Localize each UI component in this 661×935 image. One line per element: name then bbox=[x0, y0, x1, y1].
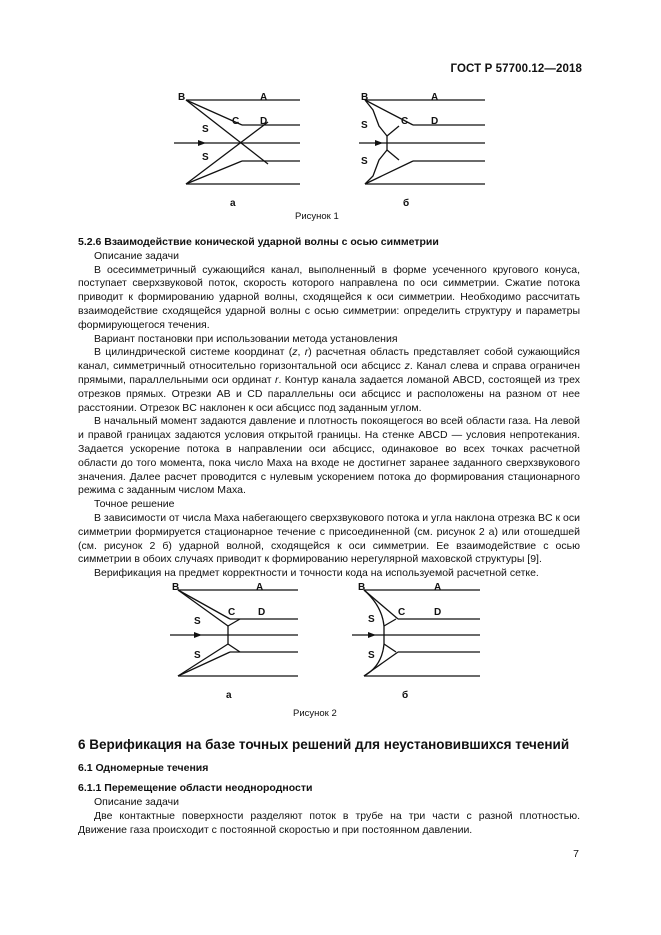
figure2-panel-a bbox=[158, 578, 308, 703]
task-label: Описание задачи bbox=[94, 249, 179, 262]
label-B: B bbox=[172, 582, 180, 593]
panel-label: а bbox=[230, 198, 236, 209]
paragraph: Две контактные поверхности разделяют поток в трубе на три части с разной плотностью. Движение газа происходит с постоянной скоростью и при постоянном давлении. bbox=[78, 809, 580, 836]
label-A: A bbox=[260, 92, 268, 103]
label-S-top: S bbox=[202, 124, 209, 135]
label-S-bottom: S bbox=[368, 650, 375, 661]
figure1-panel-b bbox=[345, 88, 495, 213]
paragraph: В зависимости от числа Маха набегающего сверхзвукового потока и угла наклона отрезка BC к оси симметрии формируется стационарное течение с присоединенной (см. рисунок 2 а) или отошедшей (см. рисунок 2 б) ударной волной, сходящейся к оси симметрии. Ее взаимодействие с осью симметрии в обоих случаях приводит к формированию нерегулярной маховской структуры [9]. bbox=[78, 511, 580, 566]
panel-label: а bbox=[226, 690, 232, 701]
label-C: C bbox=[401, 116, 409, 127]
section-6-1-heading: 6.1 Одномерные течения bbox=[78, 762, 209, 774]
label-D: D bbox=[258, 607, 266, 618]
label-S-bottom: S bbox=[202, 152, 209, 163]
section-5-2-6 bbox=[78, 236, 580, 581]
label-S-top: S bbox=[368, 614, 375, 625]
document-header: ГОСТ Р 57700.12—2018 bbox=[450, 63, 582, 75]
label-S-bottom: S bbox=[194, 650, 201, 661]
label-A: A bbox=[256, 582, 264, 593]
label-B: B bbox=[178, 92, 186, 103]
label-B: B bbox=[358, 582, 366, 593]
label-C: C bbox=[232, 116, 240, 127]
label-S-bottom: S bbox=[361, 156, 368, 167]
panel-label: б bbox=[402, 690, 409, 701]
page-number: 7 bbox=[573, 848, 579, 860]
paragraph: В осесимметричный сужающийся канал, выполненный в форме усеченного кругового конуса, поступает сверхзвуковой поток, скорость которого направлена по оси симметрии. Сжатие потока приводит к формированию ударной волны, сходящейся к оси симметрии. Необходимо рассчитать взаимодействие сходящейся ударной волны с осью симметрии: определить структуру и параметры формирующегося течения. bbox=[78, 263, 580, 331]
section-6-1-1-body bbox=[78, 796, 580, 837]
label-A: A bbox=[431, 92, 439, 103]
section-6-1-1-heading: 6.1.1 Перемещение области неоднородности bbox=[78, 782, 313, 794]
label-C: C bbox=[228, 607, 236, 618]
paragraph: Верификация на предмет корректности и точности кода на используемой расчетной сетке. bbox=[94, 567, 539, 580]
paragraph: В начальный момент задаются давление и плотность покоящегося во всей области газа. На левой и правой границах задаются условия открытой границы. На стенке ABCD — условия непротекания. Задается ускорение потока в направлении оси абсцисс, одинаковое во всех точках расчетной области до того момента, пока число Маха на входе не достигнет заранее заданного сверхзвукового значения. Далее расчет проводится с нулевым ускорением потока до формирования стационарного режима с заданным числом Маха. bbox=[78, 415, 580, 497]
label-A: A bbox=[434, 582, 442, 593]
label-B: B bbox=[361, 92, 369, 103]
section-heading: 5.2.6 Взаимодействие конической ударной волны с осью симметрии bbox=[78, 236, 439, 248]
figure2-panel-b bbox=[340, 578, 490, 703]
figure1-panel-a bbox=[160, 88, 310, 213]
panel-label: б bbox=[403, 198, 410, 209]
task-label: Описание задачи bbox=[94, 796, 179, 808]
label-D: D bbox=[260, 116, 268, 127]
paragraph: В цилиндрической системе координат (z, r) расчетная область представляет собой сужающийся канал, симметричный относительно горизонтальной оси абсцисс z. Канал слева и справа ограничен прямыми, параллельными оси ординат r. Контур канала задается ломаной ABCD, состоящей из трех отрезков прямых. Отрезки AB и CD параллельны оси абсцисс и расположены на разном от нее расстоянии. Отрезок BC наклонен к оси абсцисс под заданным углом. bbox=[78, 346, 580, 414]
label-S-top: S bbox=[361, 120, 368, 131]
figure1-caption: Рисунок 1 bbox=[295, 211, 339, 222]
label-C: C bbox=[398, 607, 406, 618]
figure2-caption: Рисунок 2 bbox=[293, 708, 337, 719]
label-D: D bbox=[431, 116, 439, 127]
label-D: D bbox=[434, 607, 442, 618]
section-6-heading: 6 Верификация на базе точных решений для неустановившихся течений bbox=[78, 737, 570, 752]
variant-label: Вариант постановки при использовании метода установления bbox=[94, 332, 398, 345]
label-S-top: S bbox=[194, 616, 201, 627]
exact-solution-label: Точное решение bbox=[94, 498, 175, 511]
